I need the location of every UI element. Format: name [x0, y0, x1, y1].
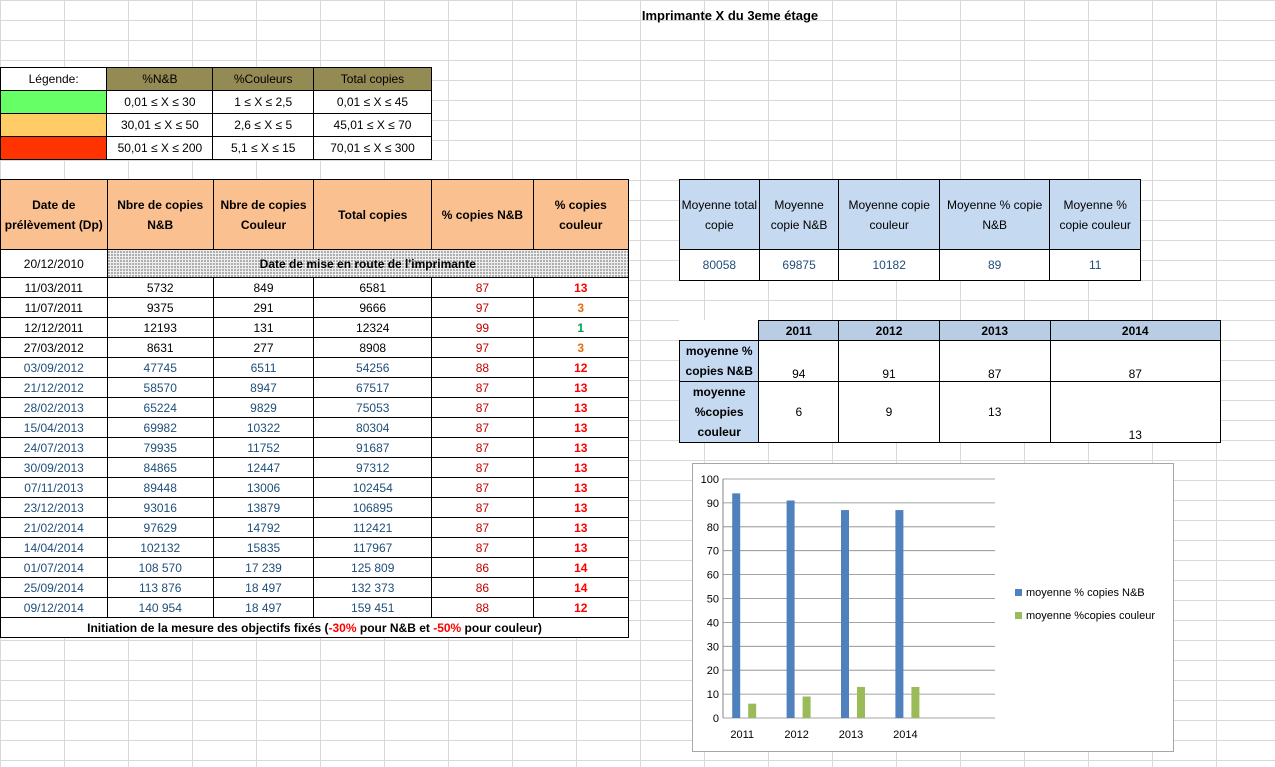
nb-cell[interactable]: 47745 [107, 358, 213, 378]
couleur-cell[interactable]: 12447 [213, 458, 313, 478]
couleur-cell[interactable]: 13006 [213, 478, 313, 498]
pct-nb-cell[interactable]: 87 [432, 458, 533, 478]
pct-nb-cell[interactable]: 87 [432, 478, 533, 498]
nb-cell[interactable]: 113 876 [107, 578, 213, 598]
pct-couleur-cell[interactable]: 13 [533, 398, 628, 418]
pct-couleur-cell[interactable]: 12 [533, 358, 628, 378]
date-cell[interactable]: 21/02/2014 [1, 518, 108, 538]
total-cell[interactable]: 106895 [314, 498, 432, 518]
pct-nb-cell[interactable]: 87 [432, 418, 533, 438]
nb-cell[interactable]: 65224 [107, 398, 213, 418]
date-cell[interactable]: 01/07/2014 [1, 558, 108, 578]
pct-couleur-cell[interactable]: 3 [533, 298, 628, 318]
couleur-cell[interactable]: 11752 [213, 438, 313, 458]
y-tick-label: 0 [712, 713, 719, 725]
yearly-nb-2014[interactable]: 87 [1050, 341, 1220, 382]
pct-couleur-cell[interactable]: 13 [533, 458, 628, 478]
total-cell[interactable]: 12324 [314, 318, 432, 338]
yearly-col-2013[interactable]: 13 [939, 382, 1050, 443]
y-tick-label: 100 [700, 474, 719, 486]
date-cell[interactable]: 11/07/2011 [1, 298, 108, 318]
legend-label[interactable]: Légende: [1, 68, 107, 91]
couleur-cell[interactable]: 6511 [213, 358, 313, 378]
pct-nb-cell[interactable]: 97 [432, 338, 533, 358]
pct-couleur-cell[interactable]: 13 [533, 498, 628, 518]
x-tick-label: 2014 [893, 729, 918, 741]
bar-couleur-2014 [911, 687, 919, 718]
total-cell[interactable]: 6581 [314, 278, 432, 298]
nb-cell[interactable]: 84865 [107, 458, 213, 478]
avg-value-pct-couleur[interactable]: 11 [1050, 250, 1141, 281]
nb-cell[interactable]: 102132 [107, 538, 213, 558]
table-row[interactable] [1, 538, 629, 558]
sheet-title: Imprimante X du 3eme étage [641, 8, 819, 23]
table-row[interactable] [1, 358, 629, 378]
table-row[interactable] [1, 498, 629, 518]
objectives-nb-pct: -30% [328, 620, 357, 635]
table-row[interactable] [1, 418, 629, 438]
legend-swatch-red[interactable] [1, 137, 107, 160]
table-row[interactable] [1, 478, 629, 498]
header-pct-couleur[interactable]: % copies couleur [533, 180, 628, 250]
y-tick-label: 70 [706, 545, 719, 558]
date-cell[interactable]: 09/12/2014 [1, 598, 108, 618]
couleur-cell[interactable]: 291 [213, 298, 313, 318]
pct-nb-cell[interactable]: 87 [432, 498, 533, 518]
pct-nb-cell[interactable]: 87 [432, 278, 533, 298]
total-cell[interactable]: 91687 [314, 438, 432, 458]
legend-cell[interactable]: 70,01 ≤ X ≤ 300 [313, 137, 431, 160]
pct-couleur-cell[interactable]: 13 [533, 438, 628, 458]
legend-entry: moyenne % copies N&B [1026, 587, 1145, 599]
date-cell[interactable]: 27/03/2012 [1, 338, 108, 358]
date-cell[interactable]: 14/04/2014 [1, 538, 108, 558]
table-row[interactable] [1, 578, 629, 598]
nb-cell[interactable]: 108 570 [107, 558, 213, 578]
objectives-prefix: Initiation de la mesure des objectifs fixés ( [87, 620, 329, 635]
objectives-note[interactable] [1, 618, 629, 638]
pct-nb-cell[interactable]: 86 [432, 558, 533, 578]
table-row[interactable] [1, 458, 629, 478]
pct-couleur-cell[interactable]: 13 [533, 478, 628, 498]
bar-couleur-2012 [803, 696, 811, 718]
yearly-nb-2012[interactable]: 91 [839, 341, 940, 382]
bar-nb-2012 [787, 501, 795, 718]
table-row[interactable] [1, 338, 629, 358]
legend-marker [1015, 612, 1022, 619]
total-cell[interactable]: 54256 [314, 358, 432, 378]
pct-couleur-cell[interactable]: 13 [533, 418, 628, 438]
header-nb[interactable]: Nbre de copies N&B [107, 180, 213, 250]
couleur-cell[interactable]: 277 [213, 338, 313, 358]
table-row[interactable] [1, 598, 629, 618]
couleur-cell[interactable]: 8947 [213, 378, 313, 398]
legend-cell[interactable]: 5,1 ≤ X ≤ 15 [213, 137, 314, 160]
avg-header-pct-nb[interactable]: Moyenne % copie N&B [939, 180, 1049, 250]
y-tick-label: 60 [706, 569, 719, 582]
y-tick-label: 40 [706, 617, 719, 630]
yearly-nb-2011[interactable]: 94 [759, 341, 839, 382]
chart-container[interactable] [692, 463, 1174, 752]
header-couleur[interactable]: Nbre de copies Couleur [213, 180, 313, 250]
couleur-cell[interactable]: 18 497 [213, 578, 313, 598]
pct-nb-cell[interactable]: 97 [432, 298, 533, 318]
year-2013[interactable]: 2013 [939, 321, 1050, 341]
y-tick-label: 10 [706, 689, 719, 702]
legend-cell[interactable]: 2,6 ≤ X ≤ 5 [213, 114, 314, 137]
nb-cell[interactable]: 69982 [107, 418, 213, 438]
objectives-col-pct: -50% [433, 620, 462, 635]
nb-cell[interactable]: 79935 [107, 438, 213, 458]
pct-nb-cell[interactable]: 87 [432, 518, 533, 538]
legend-header-total[interactable]: Total copies [313, 68, 431, 91]
legend-entry: moyenne %copies couleur [1026, 610, 1156, 622]
y-tick-label: 90 [706, 497, 719, 510]
yearly-col-2012[interactable]: 9 [839, 382, 940, 443]
pct-couleur-cell[interactable]: 3 [533, 338, 628, 358]
bar-nb-2011 [732, 493, 740, 718]
yearly-table [679, 320, 1221, 443]
table-row[interactable] [1, 278, 629, 298]
table-row[interactable] [1, 378, 629, 398]
pct-couleur-cell[interactable]: 13 [533, 518, 628, 538]
legend-header-nb[interactable]: %N&B [107, 68, 213, 91]
avg-value-nb[interactable]: 69875 [759, 250, 839, 281]
year-2014[interactable]: 2014 [1050, 321, 1220, 341]
total-cell[interactable]: 80304 [314, 418, 432, 438]
avg-header-couleur[interactable]: Moyenne copie couleur [839, 180, 940, 250]
couleur-cell[interactable]: 18 497 [213, 598, 313, 618]
year-2011[interactable]: 2011 [759, 321, 839, 341]
pct-nb-cell[interactable]: 99 [432, 318, 533, 338]
bar-nb-2013 [841, 510, 849, 718]
legend-cell[interactable]: 45,01 ≤ X ≤ 70 [313, 114, 431, 137]
pct-couleur-cell[interactable]: 13 [533, 538, 628, 558]
pct-couleur-cell[interactable]: 12 [533, 598, 628, 618]
nb-cell[interactable]: 5732 [107, 278, 213, 298]
yearly-row-nb-label[interactable]: moyenne % copies N&B [680, 341, 759, 382]
yearly-col-2011[interactable]: 6 [759, 382, 839, 443]
bar-couleur-2011 [748, 704, 756, 718]
pct-couleur-cell[interactable]: 14 [533, 558, 628, 578]
pct-nb-cell[interactable]: 87 [432, 438, 533, 458]
date-cell[interactable]: 23/12/2013 [1, 498, 108, 518]
legend-cell[interactable]: 50,01 ≤ X ≤ 200 [107, 137, 213, 160]
total-cell[interactable]: 75053 [314, 398, 432, 418]
pct-nb-cell[interactable]: 87 [432, 538, 533, 558]
avg-value-couleur[interactable]: 10182 [839, 250, 940, 281]
total-cell[interactable]: 112421 [314, 518, 432, 538]
pct-nb-cell[interactable]: 86 [432, 578, 533, 598]
couleur-cell[interactable]: 13879 [213, 498, 313, 518]
yearly-nb-2013[interactable]: 87 [939, 341, 1050, 382]
total-cell[interactable]: 132 373 [314, 578, 432, 598]
legend-marker [1015, 589, 1022, 596]
table-row[interactable] [1, 518, 629, 538]
y-tick-label: 50 [706, 593, 719, 606]
couleur-cell[interactable]: 10322 [213, 418, 313, 438]
legend-table [0, 67, 432, 160]
date-cell[interactable]: 28/02/2013 [1, 398, 108, 418]
total-cell[interactable]: 117967 [314, 538, 432, 558]
total-cell[interactable]: 8908 [314, 338, 432, 358]
total-cell[interactable]: 97312 [314, 458, 432, 478]
start-note-cell[interactable]: Date de mise en route de l'imprimante [107, 250, 628, 278]
avg-header-pct-couleur[interactable]: Moyenne % copie couleur [1050, 180, 1141, 250]
header-pct-nb[interactable]: % copies N&B [432, 180, 533, 250]
bar-couleur-2013 [857, 687, 865, 718]
pct-nb-cell[interactable]: 88 [432, 598, 533, 618]
total-cell[interactable]: 125 809 [314, 558, 432, 578]
total-cell[interactable]: 159 451 [314, 598, 432, 618]
legend-swatch-orange[interactable] [1, 114, 107, 137]
total-cell[interactable]: 102454 [314, 478, 432, 498]
pct-couleur-cell[interactable]: 14 [533, 578, 628, 598]
copies-table [0, 179, 629, 638]
x-tick-label: 2011 [730, 729, 755, 741]
objectives-suffix: pour couleur) [461, 620, 542, 635]
nb-cell[interactable]: 89448 [107, 478, 213, 498]
couleur-cell[interactable]: 14792 [213, 518, 313, 538]
legend-cell[interactable]: 1 ≤ X ≤ 2,5 [213, 91, 314, 114]
objectives-mid: pour N&B et [356, 620, 434, 635]
couleur-cell[interactable]: 9829 [213, 398, 313, 418]
couleur-cell[interactable]: 15835 [213, 538, 313, 558]
nb-cell[interactable]: 140 954 [107, 598, 213, 618]
pct-couleur-cell[interactable]: 13 [533, 278, 628, 298]
header-total[interactable]: Total copies [314, 180, 432, 250]
couleur-cell[interactable]: 849 [213, 278, 313, 298]
avg-value-pct-nb[interactable]: 89 [939, 250, 1049, 281]
date-cell[interactable]: 24/07/2013 [1, 438, 108, 458]
start-date-cell[interactable]: 20/12/2010 [1, 250, 108, 278]
nb-cell[interactable]: 8631 [107, 338, 213, 358]
x-tick-label: 2013 [838, 729, 864, 741]
table-row[interactable] [1, 438, 629, 458]
table-row[interactable] [1, 558, 629, 578]
nb-cell[interactable]: 97629 [107, 518, 213, 538]
legend-header-couleur[interactable]: %Couleurs [213, 68, 314, 91]
date-cell[interactable]: 21/12/2012 [1, 378, 108, 398]
y-tick-label: 30 [706, 641, 719, 654]
date-cell[interactable]: 30/09/2013 [1, 458, 108, 478]
bar-chart [693, 464, 1173, 751]
date-cell[interactable]: 11/03/2011 [1, 278, 108, 298]
bar-nb-2014 [895, 510, 903, 718]
total-cell[interactable]: 9666 [314, 298, 432, 318]
nb-cell[interactable]: 58570 [107, 378, 213, 398]
date-cell[interactable]: 03/09/2012 [1, 358, 108, 378]
averages-table [679, 179, 1141, 281]
year-2012[interactable]: 2012 [839, 321, 940, 341]
table-row[interactable] [1, 398, 629, 418]
legend-cell[interactable]: 0,01 ≤ X ≤ 30 [107, 91, 213, 114]
pct-nb-cell[interactable]: 87 [432, 378, 533, 398]
pct-nb-cell[interactable]: 88 [432, 358, 533, 378]
date-cell[interactable]: 15/04/2013 [1, 418, 108, 438]
nb-cell[interactable]: 9375 [107, 298, 213, 318]
nb-cell[interactable]: 93016 [107, 498, 213, 518]
legend-cell[interactable]: 0,01 ≤ X ≤ 45 [313, 91, 431, 114]
table-row[interactable] [1, 318, 629, 338]
table-row[interactable] [1, 298, 629, 318]
pct-couleur-cell[interactable]: 1 [533, 318, 628, 338]
pct-nb-cell[interactable]: 87 [432, 398, 533, 418]
header-date[interactable]: Date de prélèvement (Dp) [1, 180, 108, 250]
date-cell[interactable]: 07/11/2013 [1, 478, 108, 498]
legend-swatch-green[interactable] [1, 91, 107, 114]
yearly-corner[interactable] [680, 321, 759, 341]
avg-value-total[interactable]: 80058 [680, 250, 760, 281]
y-tick-label: 80 [706, 521, 719, 534]
yearly-row-couleur-label[interactable]: moyenne %copies couleur [680, 382, 759, 443]
pct-couleur-cell[interactable]: 13 [533, 378, 628, 398]
couleur-cell[interactable]: 17 239 [213, 558, 313, 578]
total-cell[interactable]: 67517 [314, 378, 432, 398]
legend-cell[interactable]: 30,01 ≤ X ≤ 50 [107, 114, 213, 137]
avg-header-total[interactable]: Moyenne total copie [680, 180, 760, 250]
x-tick-label: 2012 [784, 729, 809, 741]
avg-header-nb[interactable]: Moyenne copie N&B [759, 180, 839, 250]
y-tick-label: 20 [706, 665, 719, 678]
couleur-cell[interactable]: 131 [213, 318, 313, 338]
yearly-col-2014[interactable]: 13 [1050, 382, 1220, 443]
nb-cell[interactable]: 12193 [107, 318, 213, 338]
date-cell[interactable]: 25/09/2014 [1, 578, 108, 598]
date-cell[interactable]: 12/12/2011 [1, 318, 108, 338]
